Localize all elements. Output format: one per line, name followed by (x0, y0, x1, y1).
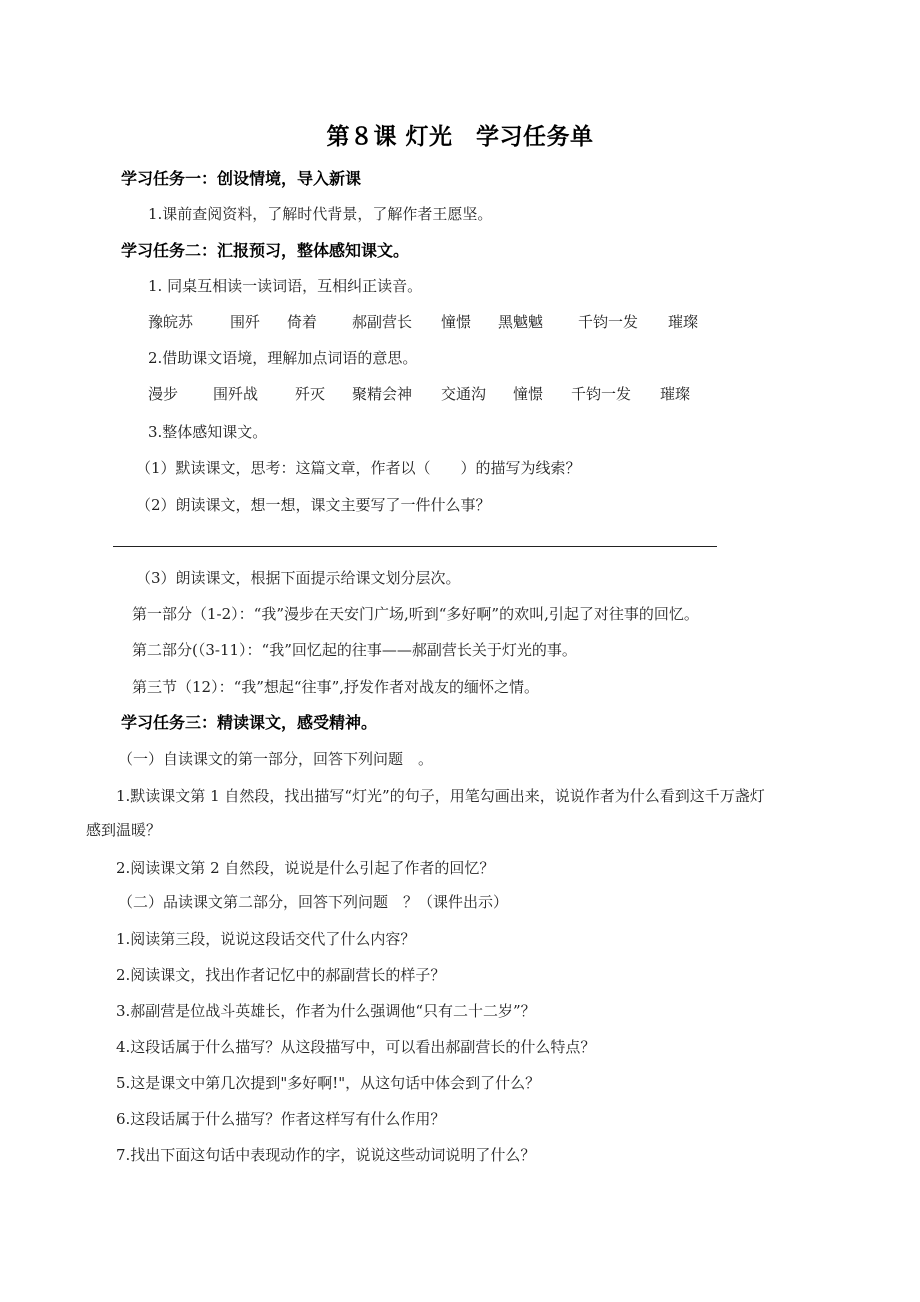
task2-item-2: 2.借助课文语境，理解加点词语的意思。 (148, 349, 418, 367)
task2-heading: 学习任务二：汇报预习，整体感知课文。 (121, 241, 410, 260)
section2-question: 5.这是课文中第几次提到"多好啊!"，从这句话中体会到了什么？ (116, 1074, 541, 1092)
vocab-word: 郝副营长 (352, 313, 413, 331)
vocab-word: 交通沟 (441, 385, 487, 403)
vocab-word: 歼灭 (295, 385, 326, 403)
task2-question-3: （3）朗读课文，根据下面提示给课文划分层次。 (136, 569, 461, 587)
section2-question: 4.这段话属于什么描写？从这段描写中，可以看出郝副营长的什么特点？ (116, 1038, 596, 1056)
page-title: 第８课 灯光 学习任务单 (326, 124, 594, 150)
section2-heading: （二）品读课文第二部分，回答下列问题 ？（课件出示） (118, 893, 509, 911)
vocab-word: 憧憬 (441, 313, 472, 331)
task2-item-1: 1. 同桌互相读一读词语，互相纠正读音。 (148, 277, 423, 295)
vocab-word: 璀璨 (668, 313, 699, 331)
task3-heading: 学习任务三：精读课文，感受精神。 (121, 713, 378, 732)
task1-item-1: 1.课前查阅资料，了解时代背景，了解作者王愿坚。 (148, 205, 493, 223)
vocab-word: 围歼 (230, 313, 261, 331)
task2-item-3: 3.整体感知课文。 (148, 423, 268, 441)
part-1-summary: 第一部分（1-2）：“我”漫步在天安门广场,听到“多好啊”的欢叫,引起了对往事的回忆。 (132, 605, 699, 623)
vocab-word: 倚着 (287, 313, 318, 331)
section2-question: 2.阅读课文，找出作者记忆中的郝副营长的样子？ (116, 966, 446, 984)
vocab-word: 漫步 (148, 385, 179, 403)
vocab-word: 围歼战 (213, 385, 259, 403)
vocab-word: 憧憬 (513, 385, 544, 403)
task2-question-1: （1）默读课文，思考：这篇文章，作者以（ ）的描写为线索？ (136, 459, 581, 477)
vocab-word: 璀璨 (660, 385, 691, 403)
section1-question-1-continued: 感到温暖？ (86, 821, 162, 839)
section2-question: 3.郝副营是位战斗英雄长，作者为什么强调他“只有二十二岁”？ (116, 1002, 536, 1020)
vocab-word: 豫皖苏 (148, 313, 194, 331)
vocab-word: 千钧一发 (578, 313, 639, 331)
task2-question-2: （2）朗读课文，想一想，课文主要写了一件什么事？ (136, 496, 491, 514)
section1-question-2: 2.阅读课文第 2 自然段，说说是什么引起了作者的回忆？ (116, 859, 495, 877)
part-2-summary: 第二部分(（3-11）：“我”回忆起的往事——郝副营长关于灯光的事。 (132, 641, 577, 659)
section2-question: 6.这段话属于什么描写？作者这样写有什么作用？ (116, 1110, 446, 1128)
part-3-summary: 第三节（12）：“我”想起“往事”,抒发作者对战友的缅怀之情。 (132, 678, 540, 696)
task1-heading: 学习任务一：创设情境，导入新课 (121, 169, 362, 188)
section2-question: 7.找出下面这句话中表现动作的字，说说这些动词说明了什么？ (116, 1146, 536, 1164)
answer-line (113, 546, 717, 547)
vocab-word: 黑魆魆 (498, 313, 544, 331)
section2-question: 1.阅读第三段，说说这段话交代了什么内容？ (116, 930, 416, 948)
vocab-word: 千钧一发 (571, 385, 632, 403)
section1-question-1: 1.默读课文第 1 自然段，找出描写“灯光”的句子，用笔勾画出来，说说作者为什么看到这千万盏灯 (116, 787, 765, 805)
section1-heading: （一）自读课文的第一部分，回答下列问题 。 (118, 750, 434, 768)
vocab-word: 聚精会神 (352, 385, 413, 403)
